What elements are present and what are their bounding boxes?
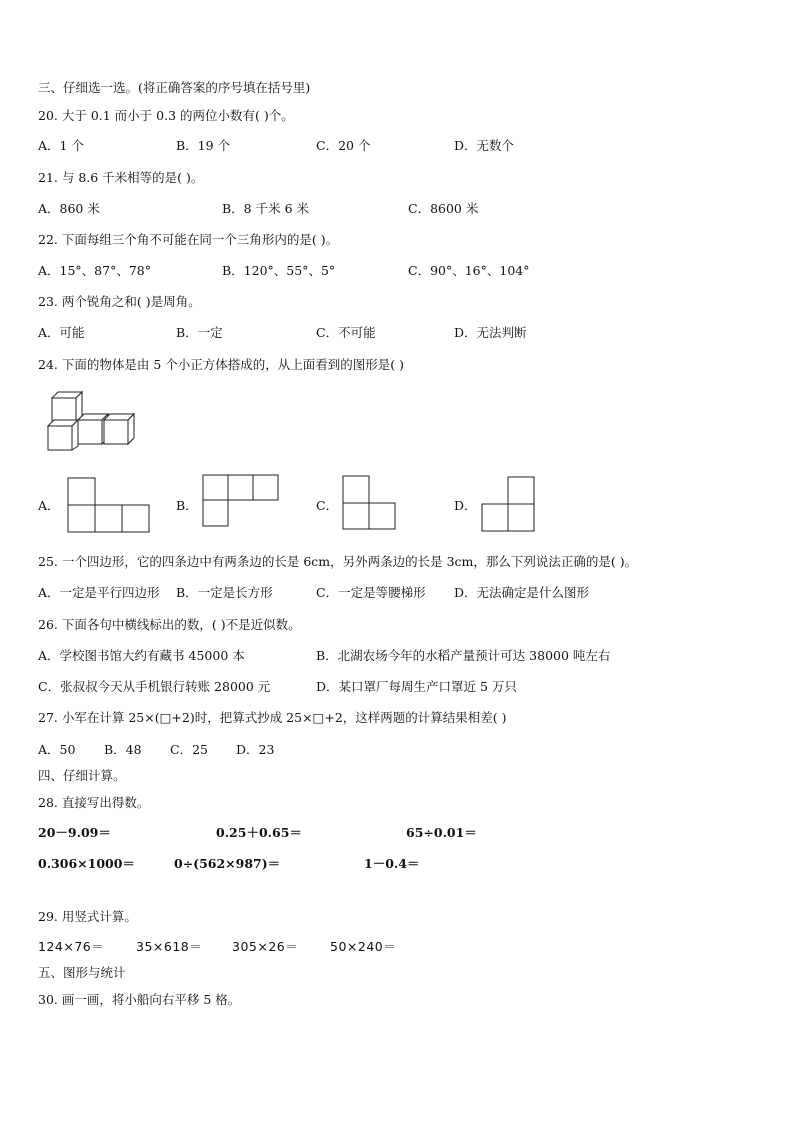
q28-item-1: 20－9.09＝ xyxy=(38,825,111,840)
section-4-title: 四、仔细计算。 xyxy=(38,768,126,783)
q20-option-a: A．1 个 xyxy=(38,138,84,153)
section-5-title: 五、图形与统计 xyxy=(38,965,126,980)
q23-option-c: C．不可能 xyxy=(316,325,376,340)
q28-item-5: 0÷(562×987)＝ xyxy=(174,856,281,871)
q24-figure-a xyxy=(67,477,153,533)
q29-item-2: 35×618＝ xyxy=(136,939,203,954)
q26-option-a: A．学校图书馆大约有藏书 45000 本 xyxy=(38,648,245,663)
q24-option-b: B． xyxy=(176,498,198,513)
q20-option-d: D．无数个 xyxy=(454,138,515,153)
q21-option-a: A．860 米 xyxy=(38,201,100,216)
q28-item-4: 0.306×1000＝ xyxy=(38,856,135,871)
q29-item-4: 50×240＝ xyxy=(330,939,397,954)
q24-option-d: D． xyxy=(454,498,477,513)
question-28: 28. 直接写出得数。 xyxy=(38,795,150,810)
question-27: 27. 小军在计算 25×(□+2)时，把算式抄成 25×□+2，这样两题的计算结果相差( ) xyxy=(38,710,507,725)
q22-option-a: A．15°、87°、78° xyxy=(38,263,151,278)
q24-option-c: C． xyxy=(316,498,339,513)
q25-option-b: B．一定是长方形 xyxy=(176,585,273,600)
question-23: 23. 两个锐角之和( )是周角。 xyxy=(38,294,201,309)
q25-option-c: C．一定是等腰梯形 xyxy=(316,585,426,600)
q21-option-b: B．8 千米 6 米 xyxy=(222,201,310,216)
q27-option-a: A．50 xyxy=(38,742,76,757)
q23-option-d: D．无法判断 xyxy=(454,325,527,340)
q23-option-a: A．可能 xyxy=(38,325,85,340)
q27-option-c: C．25 xyxy=(170,742,208,757)
question-24: 24. 下面的物体是由 5 个小正方体搭成的，从上面看到的图形是( ) xyxy=(38,357,404,372)
q26-option-b: B．北湖农场今年的水稻产量预计可达 38000 吨左右 xyxy=(316,648,611,663)
question-29: 29. 用竖式计算。 xyxy=(38,909,137,924)
q24-option-a: A． xyxy=(38,498,60,513)
q29-item-1: 124×76＝ xyxy=(38,939,105,954)
section-3-title: 三、仔细选一选。(将正确答案的序号填在括号里) xyxy=(38,80,311,95)
q21-option-c: C．8600 米 xyxy=(408,201,479,216)
cube-figure xyxy=(44,388,136,454)
question-25: 25. 一个四边形，它的四条边中有两条边的长是 6cm，另外两条边的长是 3cm，那么下列说法正确的是( )。 xyxy=(38,554,638,569)
question-22: 22. 下面每组三个角不可能在同一个三角形内的是( )。 xyxy=(38,232,339,247)
question-26: 26. 下面各句中横线标出的数，( )不是近似数。 xyxy=(38,617,301,632)
q25-option-d: D．无法确定是什么图形 xyxy=(454,585,590,600)
q24-figure-c xyxy=(342,475,398,531)
q20-option-b: B．19 个 xyxy=(176,138,231,153)
question-30: 30. 画一画，将小船向右平移 5 格。 xyxy=(38,992,241,1007)
q28-item-6: 1－0.4＝ xyxy=(364,856,420,871)
question-21: 21. 与 8.6 千米相等的是( )。 xyxy=(38,170,204,185)
q28-item-3: 65÷0.01＝ xyxy=(406,825,477,840)
q26-option-d: D．某口罩厂每周生产口罩近 5 万只 xyxy=(316,679,517,694)
question-20: 20. 大于 0.1 而小于 0.3 的两位小数有( )个。 xyxy=(38,108,294,123)
q24-figure-d xyxy=(481,476,537,534)
q24-figure-b xyxy=(202,474,282,530)
q22-option-c: C．90°、16°、104° xyxy=(408,263,530,278)
q27-option-b: B．48 xyxy=(104,742,142,757)
q29-item-3: 305×26＝ xyxy=(232,939,299,954)
q28-item-2: 0.25＋0.65＝ xyxy=(216,825,302,840)
q22-option-b: B．120°、55°、5° xyxy=(222,263,336,278)
q26-option-c: C．张叔叔今天从手机银行转账 28000 元 xyxy=(38,679,271,694)
q27-option-d: D．23 xyxy=(236,742,275,757)
q25-option-a: A．一定是平行四边形 xyxy=(38,585,160,600)
q20-option-c: C．20 个 xyxy=(316,138,371,153)
q23-option-b: B．一定 xyxy=(176,325,223,340)
